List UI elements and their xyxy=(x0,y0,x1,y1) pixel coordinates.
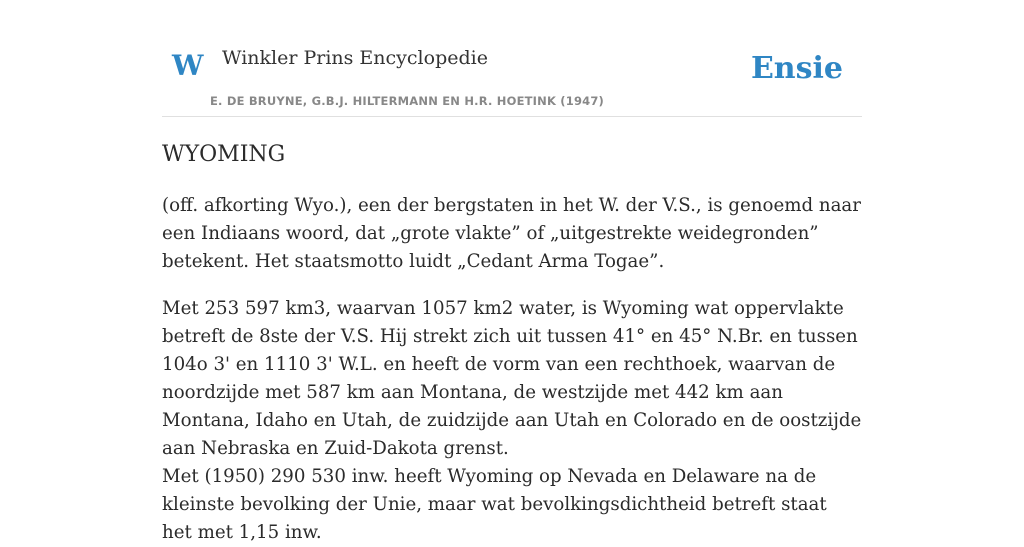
article-paragraph-3: Met (1950) 290 530 inw. heeft Wyoming op Nevada en Delaware na de kleinste bevolking der Unie, maar wat bevolkingsdichtheid betreft staat het met 1,15 inw. xyxy=(162,466,827,543)
ensie-brand-link[interactable]: Ensie xyxy=(750,51,843,86)
article-paragraph-2: Met 253 597 km3, waarvan 1057 km2 water, is Wyoming wat oppervlakte betreft de 8ste der V.S. Hij strekt zich uit tussen 41° en 45° N.Br. en tussen 104o 3' en 1110 3' W.L. en heeft de vorm van een rechthoek, waarvan de noordzijde met 587 km aan Montana, de westzijde met 442 km aan Montana, Idaho en Utah, de zuidzijde aan Utah en Colorado en de oostzijde aan Nebraska en Zuid-Dakota grenst. xyxy=(162,298,862,459)
encyclopedia-authors: E. DE BRUYNE, G.B.J. HILTERMANN EN H.R. HOETINK (1947) xyxy=(210,94,605,108)
article-paragraph-1: (off. afkorting Wyo.), een der bergstaten in het W. der V.S., is genoemd naar een Indiaans woord, dat „grote vlakte” of „uitgestrekte weidegronden” betekent. Het staatsmotto luidt „Cedant Arma Togae”. xyxy=(162,195,861,272)
site-header xyxy=(162,0,862,117)
site-logo-icon[interactable]: W xyxy=(172,49,204,82)
encyclopedia-title-link[interactable]: Winkler Prins Encyclopedie xyxy=(222,47,488,69)
article-title: WYOMING xyxy=(162,142,286,167)
